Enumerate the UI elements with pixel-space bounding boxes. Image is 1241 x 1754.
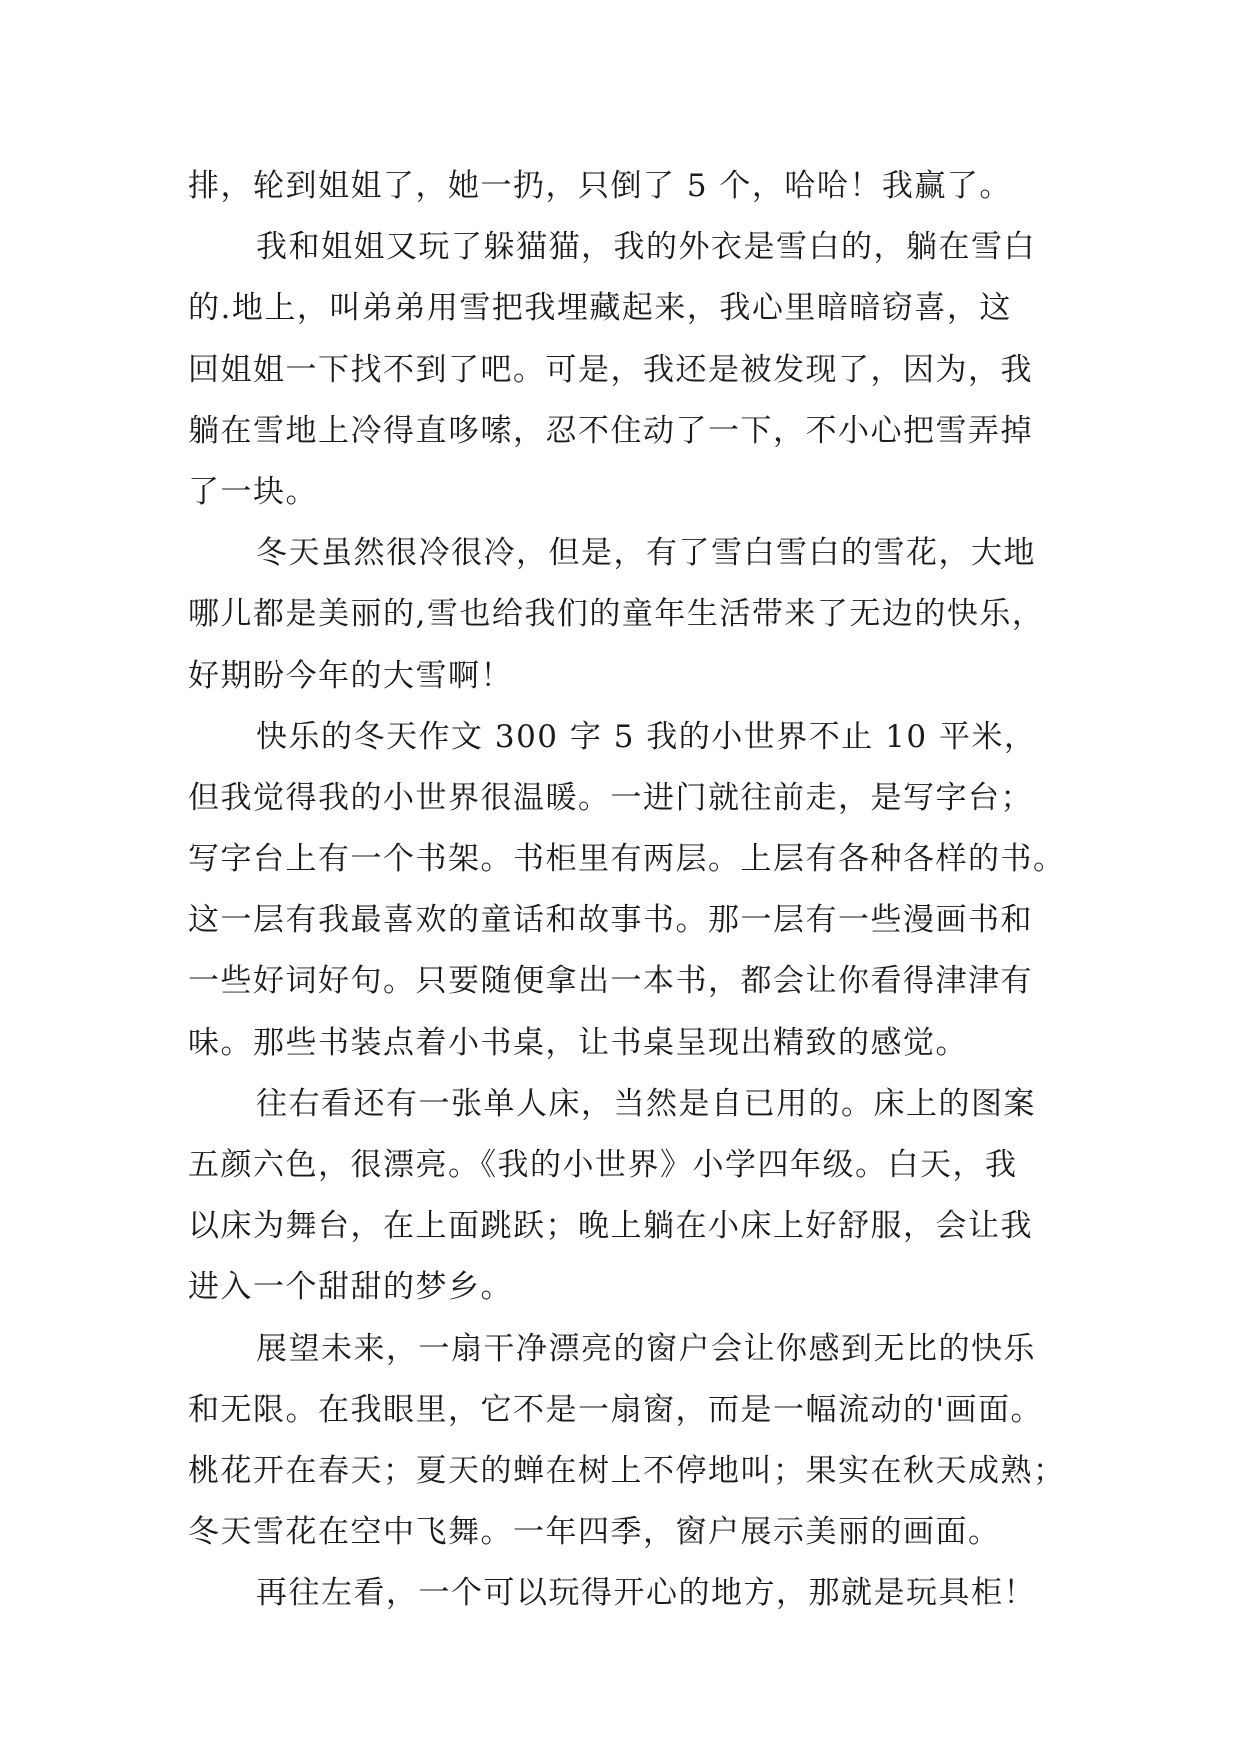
text-line: 冬天雪花在空中飞舞。一年四季，窗户展示美丽的画面。 — [188, 1514, 1001, 1551]
text-line: 桃花开在春天；夏天的蝉在树上不停地叫；果实在秋天成熟； — [188, 1452, 1066, 1489]
essay-text-block — [188, 156, 1068, 1625]
paragraph-start-line: 再往左看，一个可以玩得开心的地方，那就是玩具柜！ — [256, 1575, 1036, 1612]
paragraph-start-line: 往右看还有一张单人床，当然是自已用的。床上的图案 — [256, 1085, 1036, 1122]
text-line: 排，轮到姐姐了，她一扔，只倒了 5 个，哈哈！我赢了。 — [188, 168, 1012, 204]
essay-heading-line: 快乐的冬天作文 300 字 5 我的小世界不止 10 平米， — [256, 718, 1037, 755]
text-line: 的.地上，叫弟弟用雪把我埋藏起来，我心里暗暗窃喜，这 — [188, 290, 1012, 327]
text-line: 了一块。 — [188, 473, 318, 510]
text-line: 以床为舞台，在上面跳跃；晚上躺在小床上好舒服，会让我 — [188, 1208, 1033, 1245]
paragraph-start-line: 我和姐姐又玩了躲猫猫，我的外衣是雪白的，躺在雪白 — [256, 229, 1036, 266]
text-line: 躺在雪地上冷得直哆嗦，忍不住动了一下，不小心把雪弄掉 — [188, 412, 1033, 449]
text-line: 这一层有我最喜欢的童话和故事书。那一层有一些漫画书和 — [188, 902, 1033, 939]
paragraph-start-line: 展望未来，一扇干净漂亮的窗户会让你感到无比的快乐 — [256, 1330, 1036, 1367]
text-line: 一些好词好句。只要随便拿出一本书，都会让你看得津津有 — [188, 963, 1033, 1000]
text-line: 味。那些书装点着小书桌，让书桌呈现出精致的感觉。 — [188, 1024, 968, 1061]
text-line: 哪儿都是美丽的,雪也给我们的童年生活带来了无边的快乐， — [188, 596, 1045, 633]
text-line: 好期盼今年的大雪啊！ — [188, 657, 513, 694]
text-line: 但我觉得我的小世界很温暖。一进门就往前走，是写字台； — [188, 779, 1033, 816]
text-line: 回姐姐一下找不到了吧。可是，我还是被发现了，因为，我 — [188, 351, 1033, 388]
text-line: 进入一个甜甜的梦乡。 — [188, 1269, 513, 1306]
text-line: 和无限。在我眼里，它不是一扇窗，而是一幅流动的'画面。 — [188, 1391, 1044, 1428]
text-line: 写字台上有一个书架。书柜里有两层。上层有各种各样的书。 — [188, 841, 1066, 878]
text-line: 五颜六色，很漂亮。《我的小世界》小学四年级。白天，我 — [188, 1147, 1018, 1183]
paragraph-start-line: 冬天虽然很冷很冷，但是，有了雪白雪白的雪花，大地 — [256, 535, 1036, 572]
